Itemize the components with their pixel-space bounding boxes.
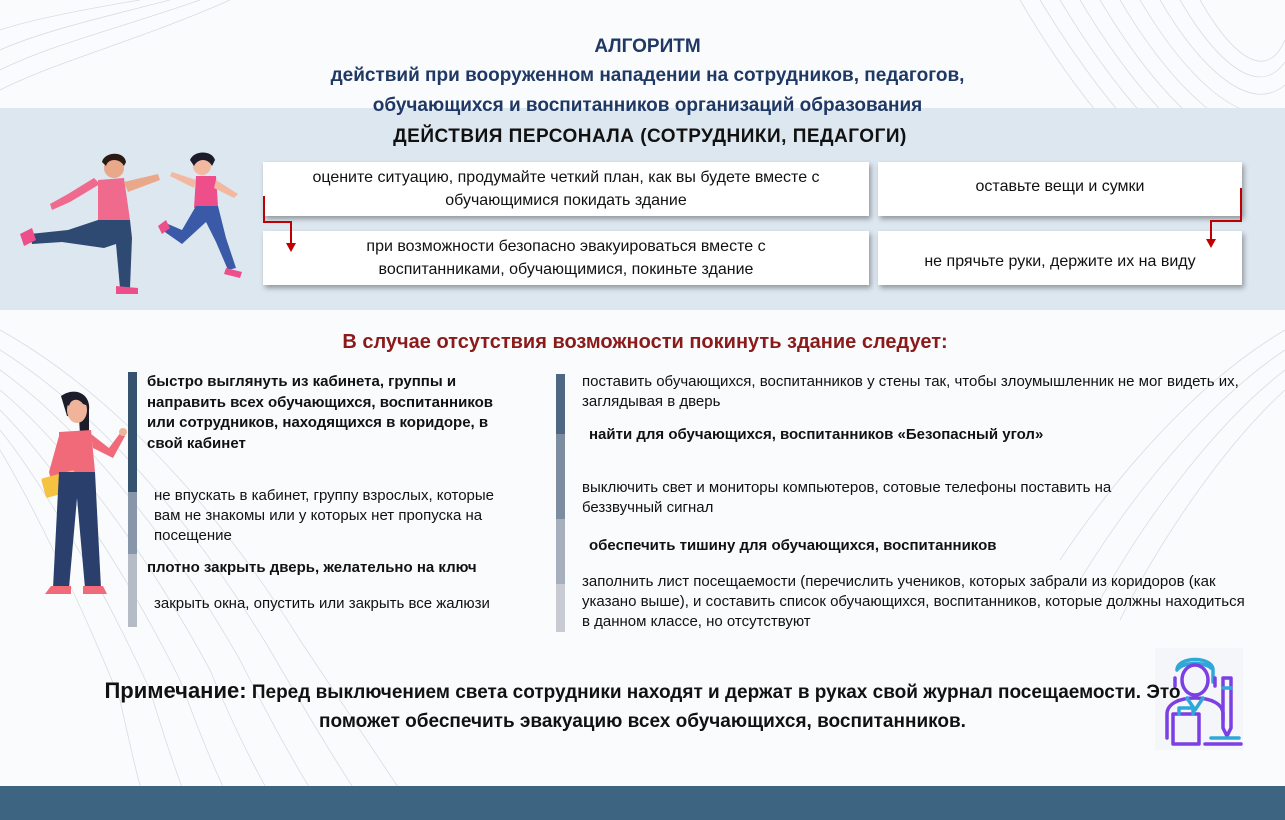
connector-line: [263, 196, 265, 223]
no-exit-heading: В случае отсутствия возможности покинуть здание следует:: [342, 331, 948, 353]
left-timeline-bar: [128, 372, 137, 635]
right-item-silence: обеспечить тишину для обучающихся, воспитанников: [589, 537, 997, 554]
note-block: [100, 676, 1185, 736]
right-item-place-by-wall: поставить обучающихся, воспитанников у стены так, чтобы злоумышленник не мог видеть их, заглядывая в дверь: [582, 373, 1239, 410]
note-text: Перед выключением света сотрудники находят и держат в руках свой журнал посещаемости. Это поможет обеспечить эвакуацию всех обучающихся, воспитанников.: [251, 682, 1181, 732]
staff-actions-heading: ДЕЙСТВИЯ ПЕРСОНАЛА (СОТРУДНИКИ, ПЕДАГОГИ): [393, 126, 907, 147]
connector-line: [1210, 220, 1242, 222]
action-card-leave-belongings: оставьте вещи и сумки: [878, 162, 1242, 216]
left-item-close-windows: закрыть окна, опустить или закрыть все жалюзи: [154, 595, 490, 612]
arrow-down-icon: [286, 243, 296, 253]
subtitle-line-2: обучающихся и воспитанников организаций образования: [372, 95, 923, 116]
connector-line: [263, 221, 291, 223]
woman-pointing-illustration: [25, 388, 135, 608]
title-algorithm: АЛГОРИТМ: [594, 36, 701, 57]
subtitle-line-1: действий при вооруженном нападении на сотрудников, педагогов,: [330, 65, 965, 86]
right-item-attendance-list: заполнить лист посещаемости (перечислить учеников, которых забрали из коридоров (как указано выше), и составить список обучающихся, воспитанников, которые должны находиться в данном классе, но отсутствуют: [582, 573, 1245, 630]
left-item-do-not-admit: не впускать в кабинет, группу взрослых, которые вам не знакомы или у которых нет пропуска на посещение: [154, 487, 495, 544]
right-item-turn-off-lights: выключить свет и мониторы компьютеров, сотовые телефоны поставить на беззвучный сигнал: [582, 479, 1112, 516]
left-item-lock-door: плотно закрыть дверь, желательно на ключ: [147, 559, 477, 576]
running-people-illustration: [12, 148, 252, 298]
left-item-gather-students: быстро выглянуть из кабинета, группы и направить всех обучающихся, воспитанников или сотрудников, находящихся в коридоре, в свой кабинет: [147, 373, 494, 452]
action-card-assess-situation: оцените ситуацию, продумайте четкий план, как вы будете вместе с обучающимися покидать здание: [263, 162, 869, 216]
action-card-evacuate: при возможности безопасно эвакуироваться вместе с воспитанниками, обучающимися, покиньте здание: [263, 231, 869, 285]
footer-bar: [0, 786, 1285, 820]
connector-line: [1240, 188, 1242, 221]
action-card-show-hands: не прячьте руки, держите их на виду: [878, 231, 1242, 285]
note-label: Примечание:: [104, 678, 247, 703]
right-item-safe-corner: найти для обучающихся, воспитанников «Безопасный угол»: [589, 426, 1044, 443]
arrow-down-icon: [1206, 239, 1216, 249]
right-timeline-bar: [556, 374, 565, 632]
